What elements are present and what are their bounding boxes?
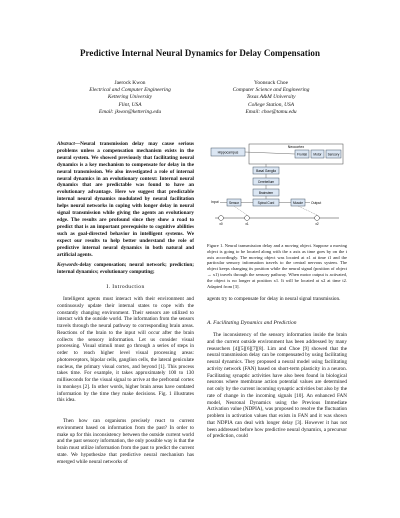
author-inst: Kettering University [107, 94, 153, 101]
author-block-1 [65, 80, 195, 116]
keywords-label: Keywords [57, 262, 78, 268]
keywords-text: -delay compensation; neural network; prediction; internal dynamics; evolutionary computing; [57, 262, 194, 275]
keywords [57, 262, 194, 276]
abstract-label: Abstract [57, 141, 75, 147]
frontal-label: Frontal [297, 152, 307, 157]
spinal-cord-label: Spinal Cord [257, 200, 275, 205]
cerebellum-label: Cerebellum [257, 179, 275, 184]
paper-title: Predictive Internal Neural Dynamics for Delay Compensation [79, 48, 321, 58]
abstract [57, 141, 194, 258]
subsection-a-paragraph: The inconsistency of the sensory information inside the brain and the current outside environment has been addressed by many researchers [4][5][6][7][8]. Lim and Choe [9] showed that the neural transmission delay can be compensated by using facilitating neural dynamics. They proposed a neural model using facilitating activity network (FAN) based on short-term plasticity in a neuron. Facilitating synaptic activities have also been found in biological neurons where membrane action potential values are determined not only by the current incoming synaptic activities but also by the rate of change in the incoming signals [10]. An enhanced FAN model, Neuronal Dynamics using the Previous Immediate Activation value (NDPIA), was proposed to resolve the fluctuation problem in activation values that exists in FAN and it was shown that NDPIA can deal with longer delay [3]. However it has not been addressed before how predictive neural dynamics, a precursor of prediction, could [207, 332, 347, 440]
input-label: Input [211, 200, 219, 204]
author-inst: Texas A&M University [246, 94, 296, 101]
subsection-heading-a: A. Facilitating Dynamics and Prediction [207, 320, 297, 326]
author-name: Jaerock Kwon [114, 80, 146, 86]
output-label: Output [311, 200, 322, 205]
author-dept: Electrical and Computer Engineering [89, 87, 171, 94]
sensor-label: Sensor [228, 200, 240, 205]
intro-paragraph-2: Then how can organisms precisely react to current environment based on information from the past? In order to make up for this inconsistency between the outside current world and the past sensory information, the only possible way is that the brain must utilize information from the past to predict the current state. We hypothesize that predictive neural mechanism has emerged while neural networks of [57, 418, 194, 465]
section-heading-intro: I. Introduction [106, 284, 145, 290]
author-block-2 [206, 80, 336, 116]
object-position-x1 [245, 216, 250, 221]
neocortex-label: Neocortex [287, 145, 305, 149]
x1-label: x1 [245, 222, 249, 226]
figure-1-caption: Figure 1. Neural transmission delay and a moving object. Suppose a moving object is going to be located along with the x axis as time goes by on the t axis accordingly. The moving object was located at x1 at time t1 and the particular sensory information travels to the central nervous system. The object keeps changing its position while the neural signal (position of object → x1) travels through the sensory pathway. When motor output is activated, the object is no longer at position x1. It will be located at x2 at time t2. Adapted from [3]. [207, 243, 347, 289]
x0-label: x0 [219, 222, 223, 226]
figure-1-diagram [207, 140, 347, 240]
x2-label: x2 [315, 222, 319, 226]
intro-continuation: agents try to compensate for delay in neural signal transmission. [207, 296, 341, 302]
basal-ganglia-label: Basal Ganglia [256, 168, 276, 173]
author-email: Email: choe@tamu.edu [245, 108, 297, 115]
hippocampus-label: Hippocampus [217, 150, 239, 155]
author-dept: Computer Science and Engineering [232, 87, 310, 94]
motor-label: Motor [313, 152, 322, 157]
author-email: Email: jkwon@kettering.edu [98, 108, 162, 115]
muscle-label: Muscle [292, 200, 304, 205]
author-city: Flint, USA [118, 101, 142, 108]
author-city: College Station, USA [248, 101, 294, 108]
author-name: Yoonsuck Choe [253, 80, 289, 86]
intro-paragraph-1: Intelligent agents must interact with their environment and continuously update their internal states to cope with the constantly changing environment. Their sensors are utilized to interact with the outside world. The information from the sensors travels through the neural pathway to corresponding brain areas. Reactions of the brain to the input will occur after the brain collects the sensory information. Let us consider visual processing. Visual stimuli must go through a series of steps in order to reach higher level visual processing areas: photoreceptors, bipolar cells, ganglion cells, the lateral geniculate nucleus, the primary visual cortex, and beyond [1]. This process takes time. For example, it takes approximately 100 to 130 milliseconds for the visual signal to arrive at the prefrontal cortex in monkeys [2]. In other words, higher brain areas have outdated information by the time they make decisions. Fig. 1 illustrates this idea. [57, 296, 194, 404]
object-position-x2 [315, 216, 320, 221]
object-position-x0 [219, 216, 224, 221]
sensory-label: Sensory [327, 152, 340, 157]
brainstem-label: Brainstem [258, 190, 274, 195]
abstract-text: —Neural transmission delay may cause serious problems unless a compensation mechanism exists in the neural system. We showed previously that facilitating neural dynamics is a key mechanism to compensate for delay in the neural transmission. We also investigated a role of internal neural dynamics in an evolutionary context: Internal neural dynamics that are predictable was found to have an evolutionary advantage. Here we suggest that predictable internal neural dynamics modulated by neural facilitation helps neural networks in coping with longer delay in neural signal transmission while giving the agents an evolutionary edge. The results are profound since they show a road to predict that is an important prerequisite to cognitive abilities such as goal-directed behavior in intelligent systems. We expect our results to help better understand the role of predictive internal neural dynamics in both natural and artificial agents. [57, 141, 194, 258]
